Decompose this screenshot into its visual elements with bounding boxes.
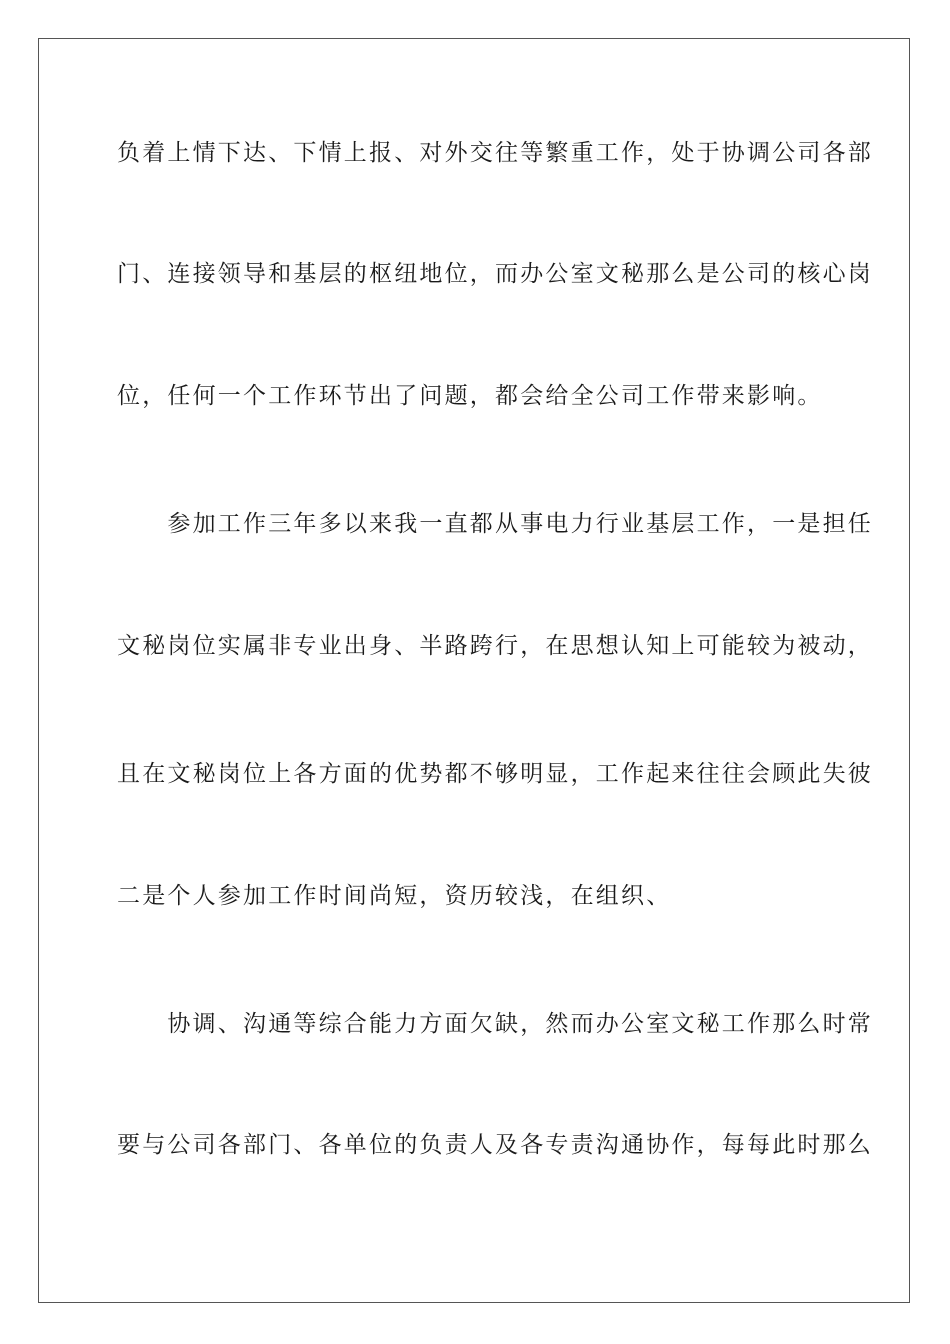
text-line: 负着上情下达、下情上报、对外交往等繁重工作，处于协调公司各部 — [117, 140, 873, 166]
text-line: 二是个人参加工作时间尚短，资历较浅，在组织、 — [117, 883, 672, 909]
text-line: 且在文秘岗位上各方面的优势都不够明显，工作起来往往会顾此失彼 — [117, 761, 873, 787]
text-line: 参加工作三年多以来我一直都从事电力行业基层工作，一是担任 — [117, 511, 873, 537]
text-line: 文秘岗位实属非专业出身、半路跨行，在思想认知上可能较为被动， — [117, 633, 873, 659]
page-border — [38, 38, 910, 1303]
text-line: 要与公司各部门、各单位的负责人及各专责沟通协作，每每此时那么 — [117, 1132, 873, 1158]
text-line: 门、连接领导和基层的枢纽地位，而办公室文秘那么是公司的核心岗 — [117, 261, 873, 287]
text-line: 位，任何一个工作环节出了问题，都会给全公司工作带来影响。 — [117, 383, 823, 409]
text-line: 协调、沟通等综合能力方面欠缺，然而办公室文秘工作那么时常 — [117, 1011, 873, 1037]
